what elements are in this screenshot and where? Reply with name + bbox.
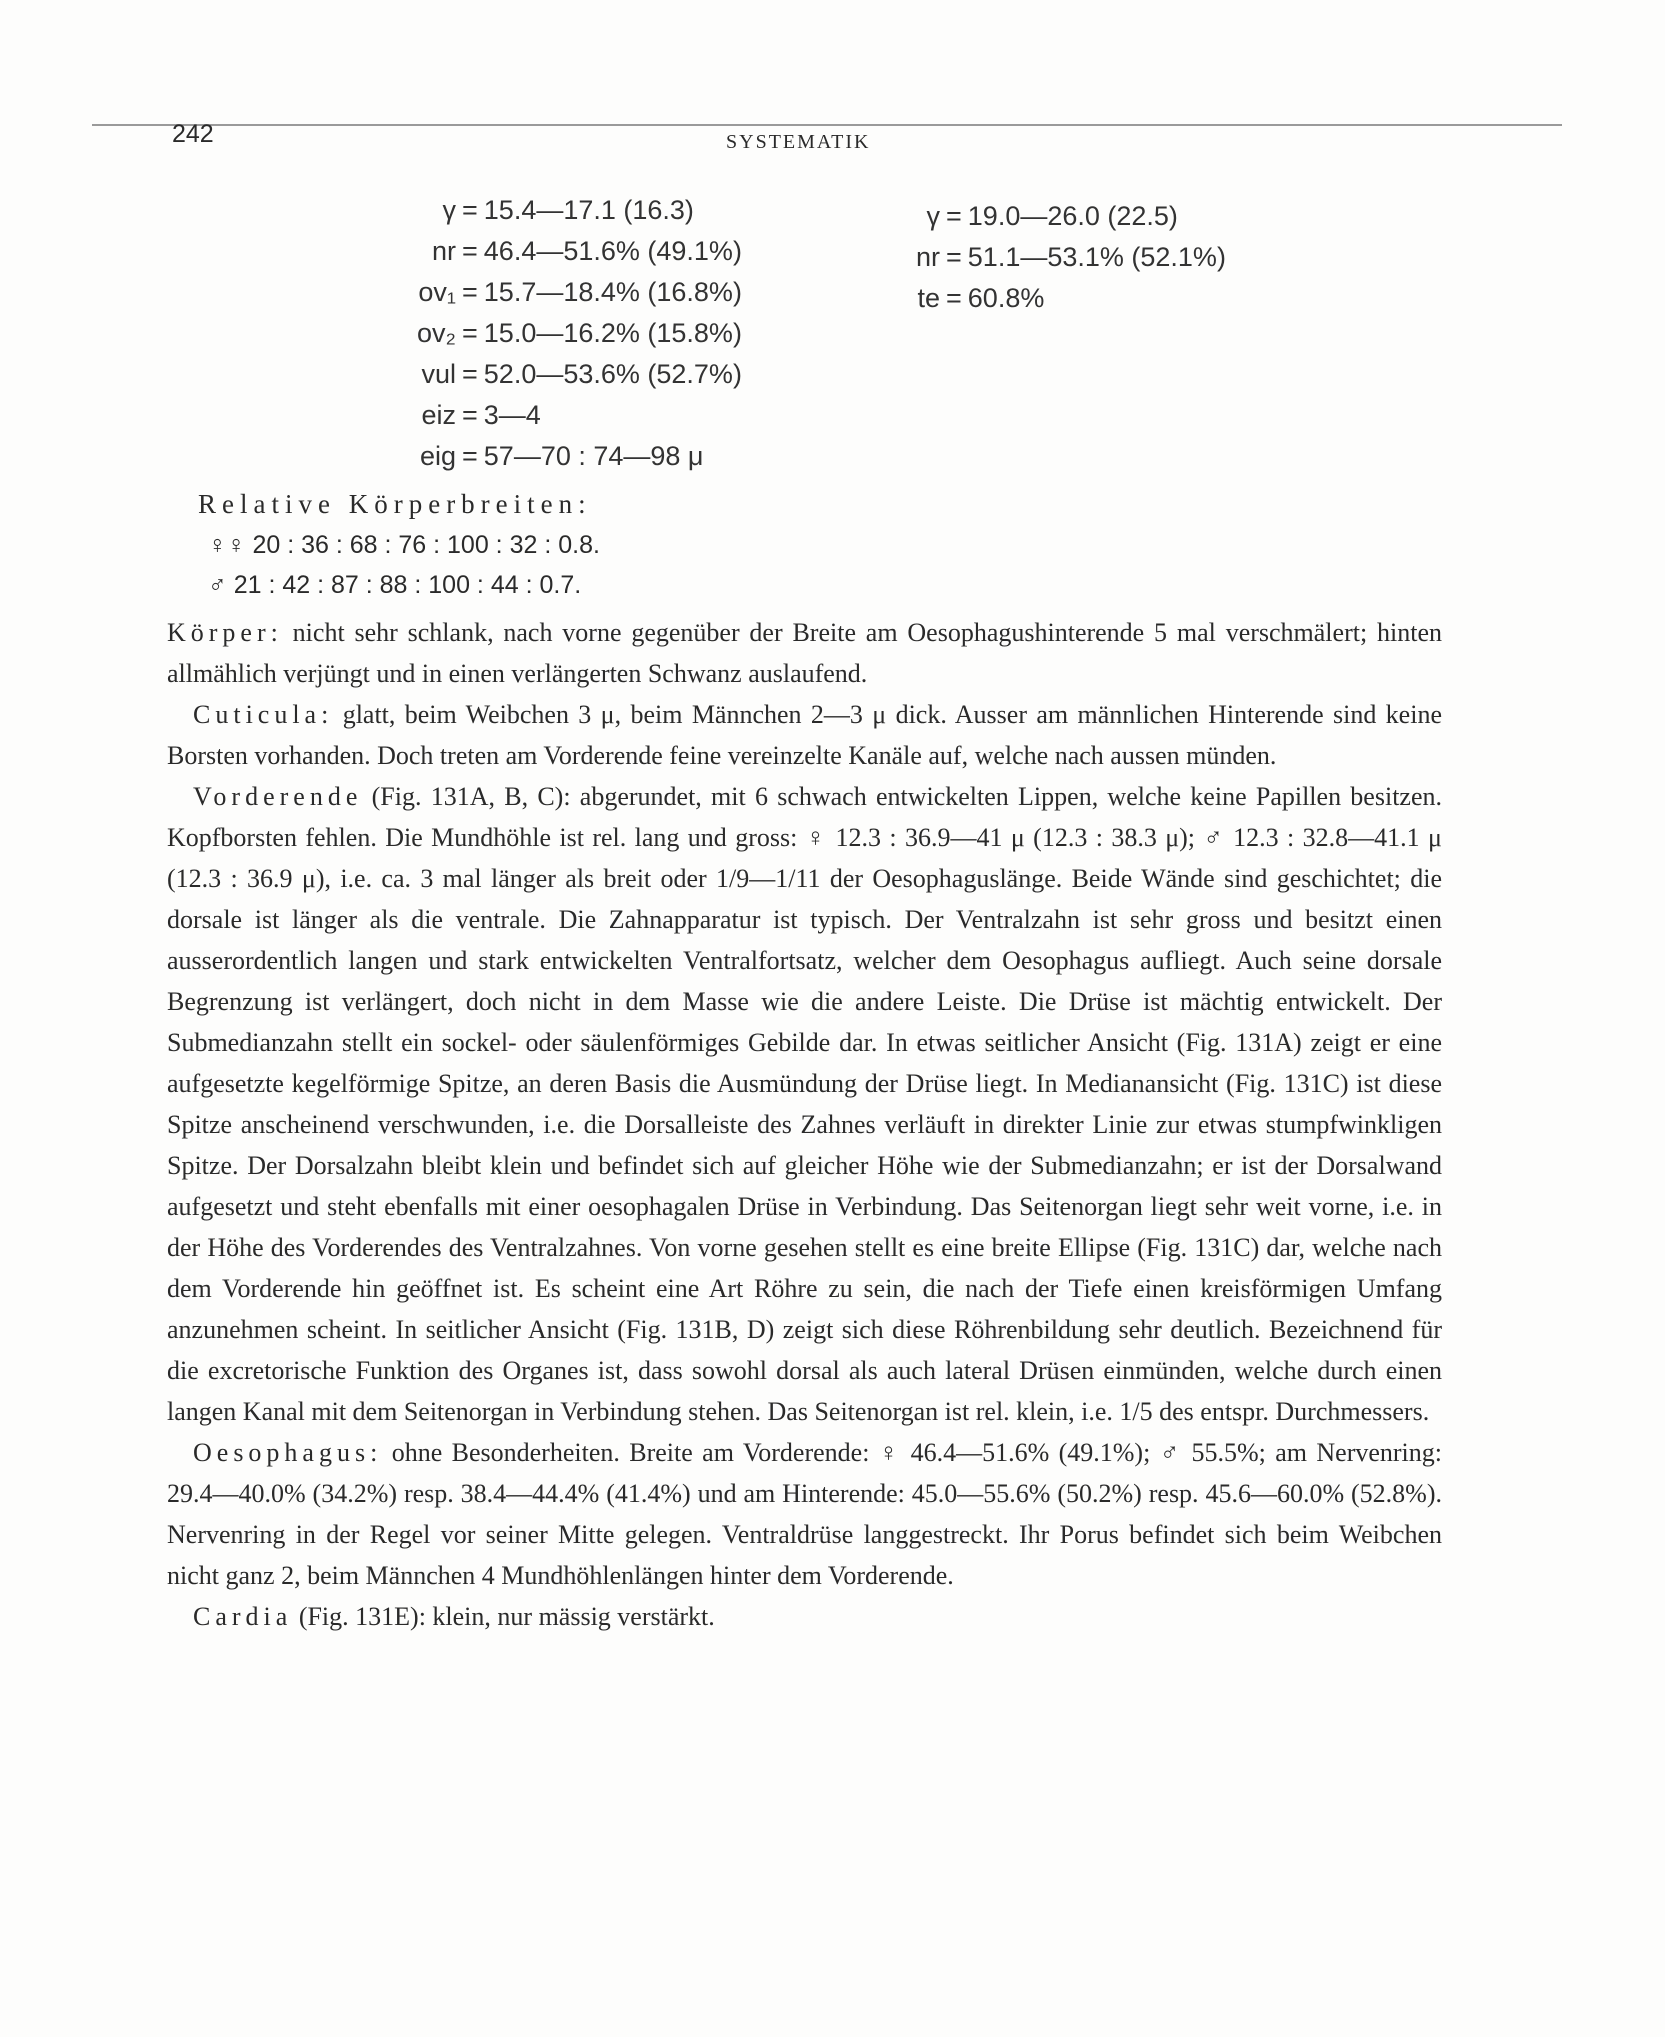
paragraph-cuticula — [167, 694, 1442, 776]
paragraph-vorderende — [167, 776, 1442, 1432]
measurement-row: ov₁ = 15.7—18.4% (16.8%) — [418, 277, 742, 307]
paragraph-term: Körper: — [167, 618, 283, 647]
paragraph-term: Cardia — [193, 1602, 293, 1631]
relative-widths-male: ♂ 21 : 42 : 87 : 88 : 100 : 44 : 0.7. — [208, 571, 582, 599]
relative-widths-heading: Relative Körperbreiten: — [198, 489, 592, 519]
paragraph-text: glatt, beim Weibchen 3 μ, beim Männchen 2—3 μ dick. Ausser am männlichen Hinterende sind keine Borsten vorhanden. Doch treten am Vorderende feine vereinzelte Kanäle auf, welche nach aussen münden. — [167, 700, 1442, 770]
body-text — [167, 612, 1442, 1637]
paragraph-text: (Fig. 131E): klein, nur mässig verstärkt. — [292, 1602, 715, 1631]
male-measurements — [860, 196, 1226, 319]
page-number: 242 — [172, 120, 214, 148]
measurement-row: γ = 19.0—26.0 (22.5) — [926, 201, 1178, 231]
measurement-row: nr = 51.1—53.1% (52.1%) — [915, 242, 1226, 272]
paragraph-cardia — [167, 1596, 1442, 1637]
measurement-row: te = 60.8% — [917, 283, 1045, 313]
measurement-row: nr = 46.4—51.6% (49.1%) — [431, 236, 742, 266]
paragraph-text: (Fig. 131A, B, C): abgerundet, mit 6 schwach entwickelten Lippen, welche keine Papillen besitzen. Kopfborsten fehlen. Die Mundhöhle ist rel. lang und gross: ♀ 12.3 : 36.9—41 μ (12.3 : 38.3 μ); ♂ 12.3 : 32.8—41.1 μ (12.3 : 36.9 μ), i.e. ca. 3 mal länger als breit oder 1/9—1/11 der Oesophaguslänge. Beide Wände sind geschichtet; die dorsale ist länger als die ventrale. Die Zahnapparatur ist typisch. Der Ventralzahn ist sehr gross und besitzt einen ausserordentlich langen und stark entwickelten Ventralfortsatz, welcher dem Oesophagus aufliegt. Auch seine dorsale Begrenzung ist verlängert, doch nicht in dem Masse wie die andere Leiste. Die Drüse ist mächtig entwickelt. Der Submedianzahn stellt ein sockel- oder säulenförmiges Gebilde dar. In etwas seitlicher Ansicht (Fig. 131A) zeigt er eine aufgesetzte kegelförmige Spitze, an deren Basis die Ausmündung der Drüse liegt. In Medianansicht (Fig. 131C) ist diese Spitze anscheinend verschwunden, i.e. die Dorsalleiste des Zahnes verläuft in direkter Linie zur etwas stumpfwinkligen Spitze. Der Dorsalzahn bleibt klein und befindet sich auf gleicher Höhe wie der Submedianzahn; er ist der Dorsalwand aufgesetzt und steht ebenfalls mit einer oesophagalen Drüse in Verbindung. Das Seitenorgan liegt sehr weit vorne, i.e. in der Höhe des Vorderendes des Ventralzahnes. Von vorne gesehen stellt es eine breite Ellipse (Fig. 131C) dar, welche nach dem Vorderende hin geöffnet ist. Es scheint eine Art Röhre zu sein, die nach der Tiefe einen kreisförmigen Umfang anzunehmen scheint. In seitlicher Ansicht (Fig. 131B, D) zeigt sich diese Röhrenbildung sehr deutlich. Bezeichnend für die excretorische Funktion des Organes ist, dass sowohl dorsal als auch lateral Drüsen einmünden, welche durch einen langen Kanal mit dem Seitenorgan in Verbindung stehen. Das Seitenorgan ist rel. klein, i.e. 1/5 des entspr. Durchmessers. — [167, 782, 1442, 1426]
measurement-row: eiz = 3—4 — [421, 400, 541, 430]
female-measurements — [360, 190, 742, 477]
measurement-row: ov₂ = 15.0—16.2% (15.8%) — [417, 318, 742, 348]
relative-widths — [198, 483, 600, 605]
paragraph-text: ohne Besonderheiten. Breite am Vorderende: ♀ 46.4—51.6% (49.1%); ♂ 55.5%; am Nervenring: 29.4—40.0% (34.2%) resp. 38.4—44.4% (41.4%) und am Hinterende: 45.0—55.6% (50.2%) resp. 45.6—60.0% (52.8%). Nervenring in der Regel vor seiner Mitte gelegen. Ventraldrüse langgestreckt. Ihr Porus befindet sich beim Weibchen nicht ganz 2, beim Männchen 4 Mundhöhlenlängen hinter dem Vorderende. — [167, 1438, 1442, 1590]
paragraph-term: Cuticula: — [193, 700, 334, 729]
paragraph-oesophagus — [167, 1432, 1442, 1596]
header-rule — [92, 124, 1562, 126]
paragraph-term: Vorderende — [193, 782, 363, 811]
paragraph-koerper — [167, 612, 1442, 694]
measurement-row: eig = 57—70 : 74—98 μ — [419, 441, 704, 471]
paragraph-term: Oesophagus: — [193, 1438, 383, 1467]
measurement-row: vul = 52.0—53.6% (52.7%) — [421, 359, 742, 389]
relative-widths-female: ♀♀ 20 : 36 : 68 : 76 : 100 : 32 : 0.8. — [208, 531, 600, 559]
running-title: SYSTEMATIK — [726, 131, 871, 153]
measurement-row: γ = 15.4—17.1 (16.3) — [442, 195, 694, 225]
paragraph-text: nicht sehr schlank, nach vorne gegenüber der Breite am Oesophagushinterende 5 mal verschmälert; hinten allmählich verjüngt und in einen verlängerten Schwanz auslaufend. — [167, 618, 1442, 688]
